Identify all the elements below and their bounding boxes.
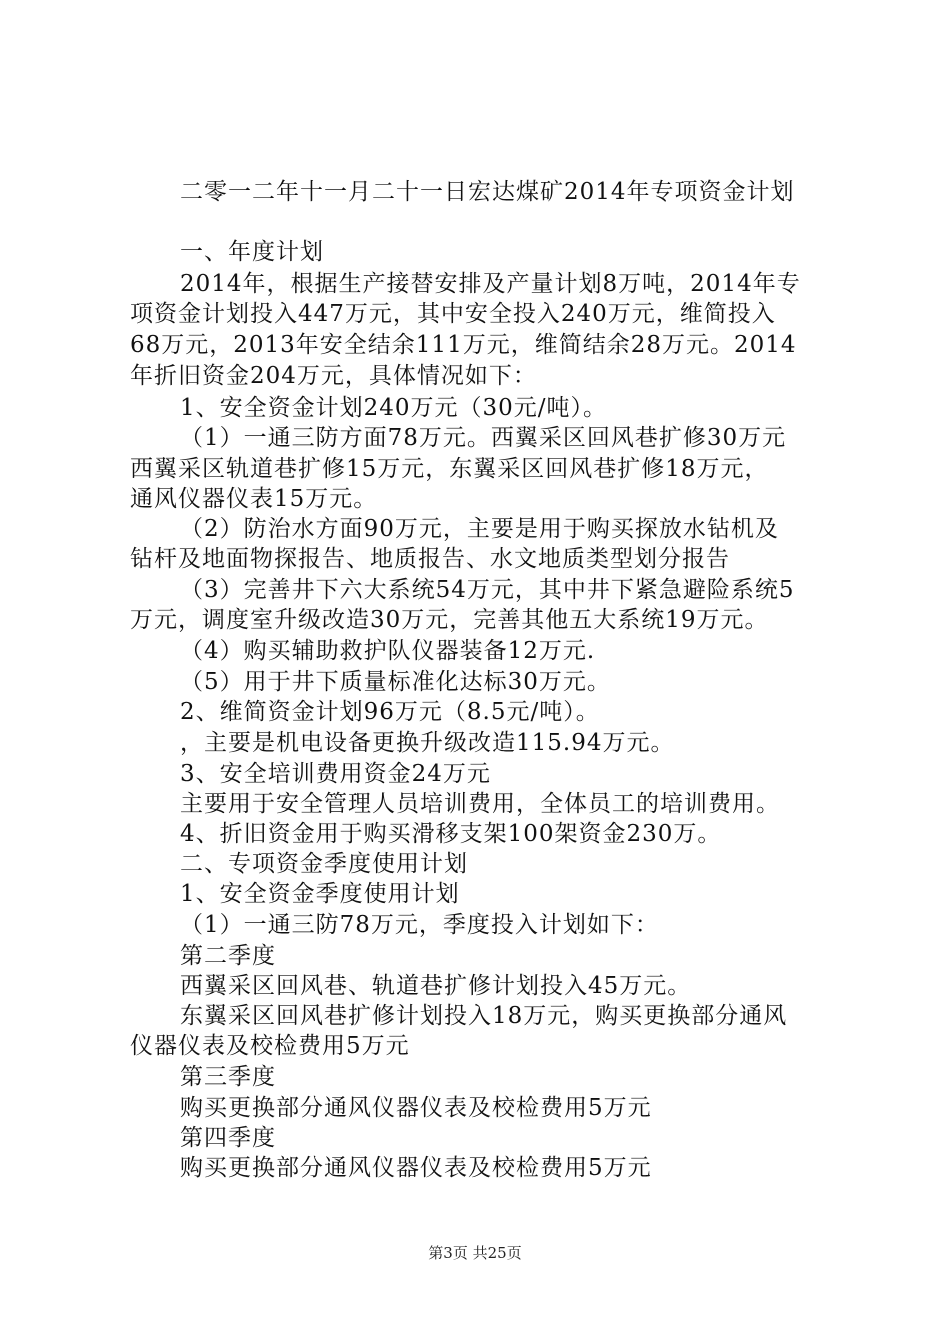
text-line: 主要用于安全管理人员培训费用，全体员工的培训费用。 bbox=[180, 791, 780, 817]
text-line: 东翼采区回风巷扩修计划投入18万元，购买更换部分通风 bbox=[180, 1003, 788, 1029]
text-line: 1、安全资金计划240万元（30元/吨）。 bbox=[180, 395, 608, 421]
text-line: 万元，调度室升级改造30万元，完善其他五大系统19万元。 bbox=[130, 607, 769, 633]
text-line: 一、年度计划 bbox=[180, 239, 324, 265]
text-line: （5）用于井下质量标准化达标30万元。 bbox=[180, 669, 611, 695]
text-line: 2、维简资金计划96万元（8.5元/吨）。 bbox=[180, 699, 600, 725]
text-line: 1、安全资金季度使用计划 bbox=[180, 881, 460, 907]
text-line: 二、专项资金季度使用计划 bbox=[180, 851, 468, 877]
text-line: 第二季度 bbox=[180, 943, 276, 969]
text-line: 第四季度 bbox=[180, 1125, 276, 1151]
text-line: 年折旧资金204万元，具体情况如下： bbox=[130, 363, 537, 389]
text-line: 68万元，2013年安全结余111万元，维简结余28万元。2014 bbox=[130, 332, 797, 358]
text-line: 4、折旧资金用于购买滑移支架100架资金230万。 bbox=[180, 821, 722, 847]
text-line: （2）防治水方面90万元，主要是用于购买探放水钻机及 bbox=[180, 516, 779, 542]
text-line: 购买更换部分通风仪器仪表及校检费用5万元 bbox=[180, 1095, 652, 1121]
page-number-footer: 第3页 共25页 bbox=[428, 1244, 522, 1262]
text-line: 购买更换部分通风仪器仪表及校检费用5万元 bbox=[180, 1155, 652, 1181]
text-line: 西翼采区回风巷、轨道巷扩修计划投入45万元。 bbox=[180, 973, 692, 999]
text-line: （3）完善井下六大系统54万元，其中井下紧急避险系统5 bbox=[180, 577, 795, 603]
text-line: 通风仪器仪表15万元。 bbox=[130, 486, 378, 512]
text-line: （1）一通三防方面78万元。西翼采区回风巷扩修30万元 bbox=[180, 425, 787, 451]
text-line: 西翼采区轨道巷扩修15万元，东翼采区回风巷扩修18万元， bbox=[130, 456, 769, 482]
text-line: 钻杆及地面物探报告、地质报告、水文地质类型划分报告 bbox=[130, 546, 730, 572]
text-line: 2014年，根据生产接替安排及产量计划8万吨，2014年专 bbox=[180, 271, 801, 297]
text-line: ，主要是机电设备更换升级改造115.94万元。 bbox=[180, 730, 675, 756]
document-title: 二零一二年十一月二十一日宏达煤矿2014年专项资金计划 bbox=[180, 179, 795, 205]
text-line: 项资金计划投入447万元，其中安全投入240万元，维简投入 bbox=[130, 301, 776, 327]
text-line: （1）一通三防78万元，季度投入计划如下： bbox=[180, 912, 659, 938]
text-line: 第三季度 bbox=[180, 1064, 276, 1090]
text-line: （4）购买辅助救护队仪器装备12万元. bbox=[180, 638, 596, 664]
text-line: 3、安全培训费用资金24万元 bbox=[180, 761, 491, 787]
text-line: 仪器仪表及校检费用5万元 bbox=[130, 1033, 410, 1059]
